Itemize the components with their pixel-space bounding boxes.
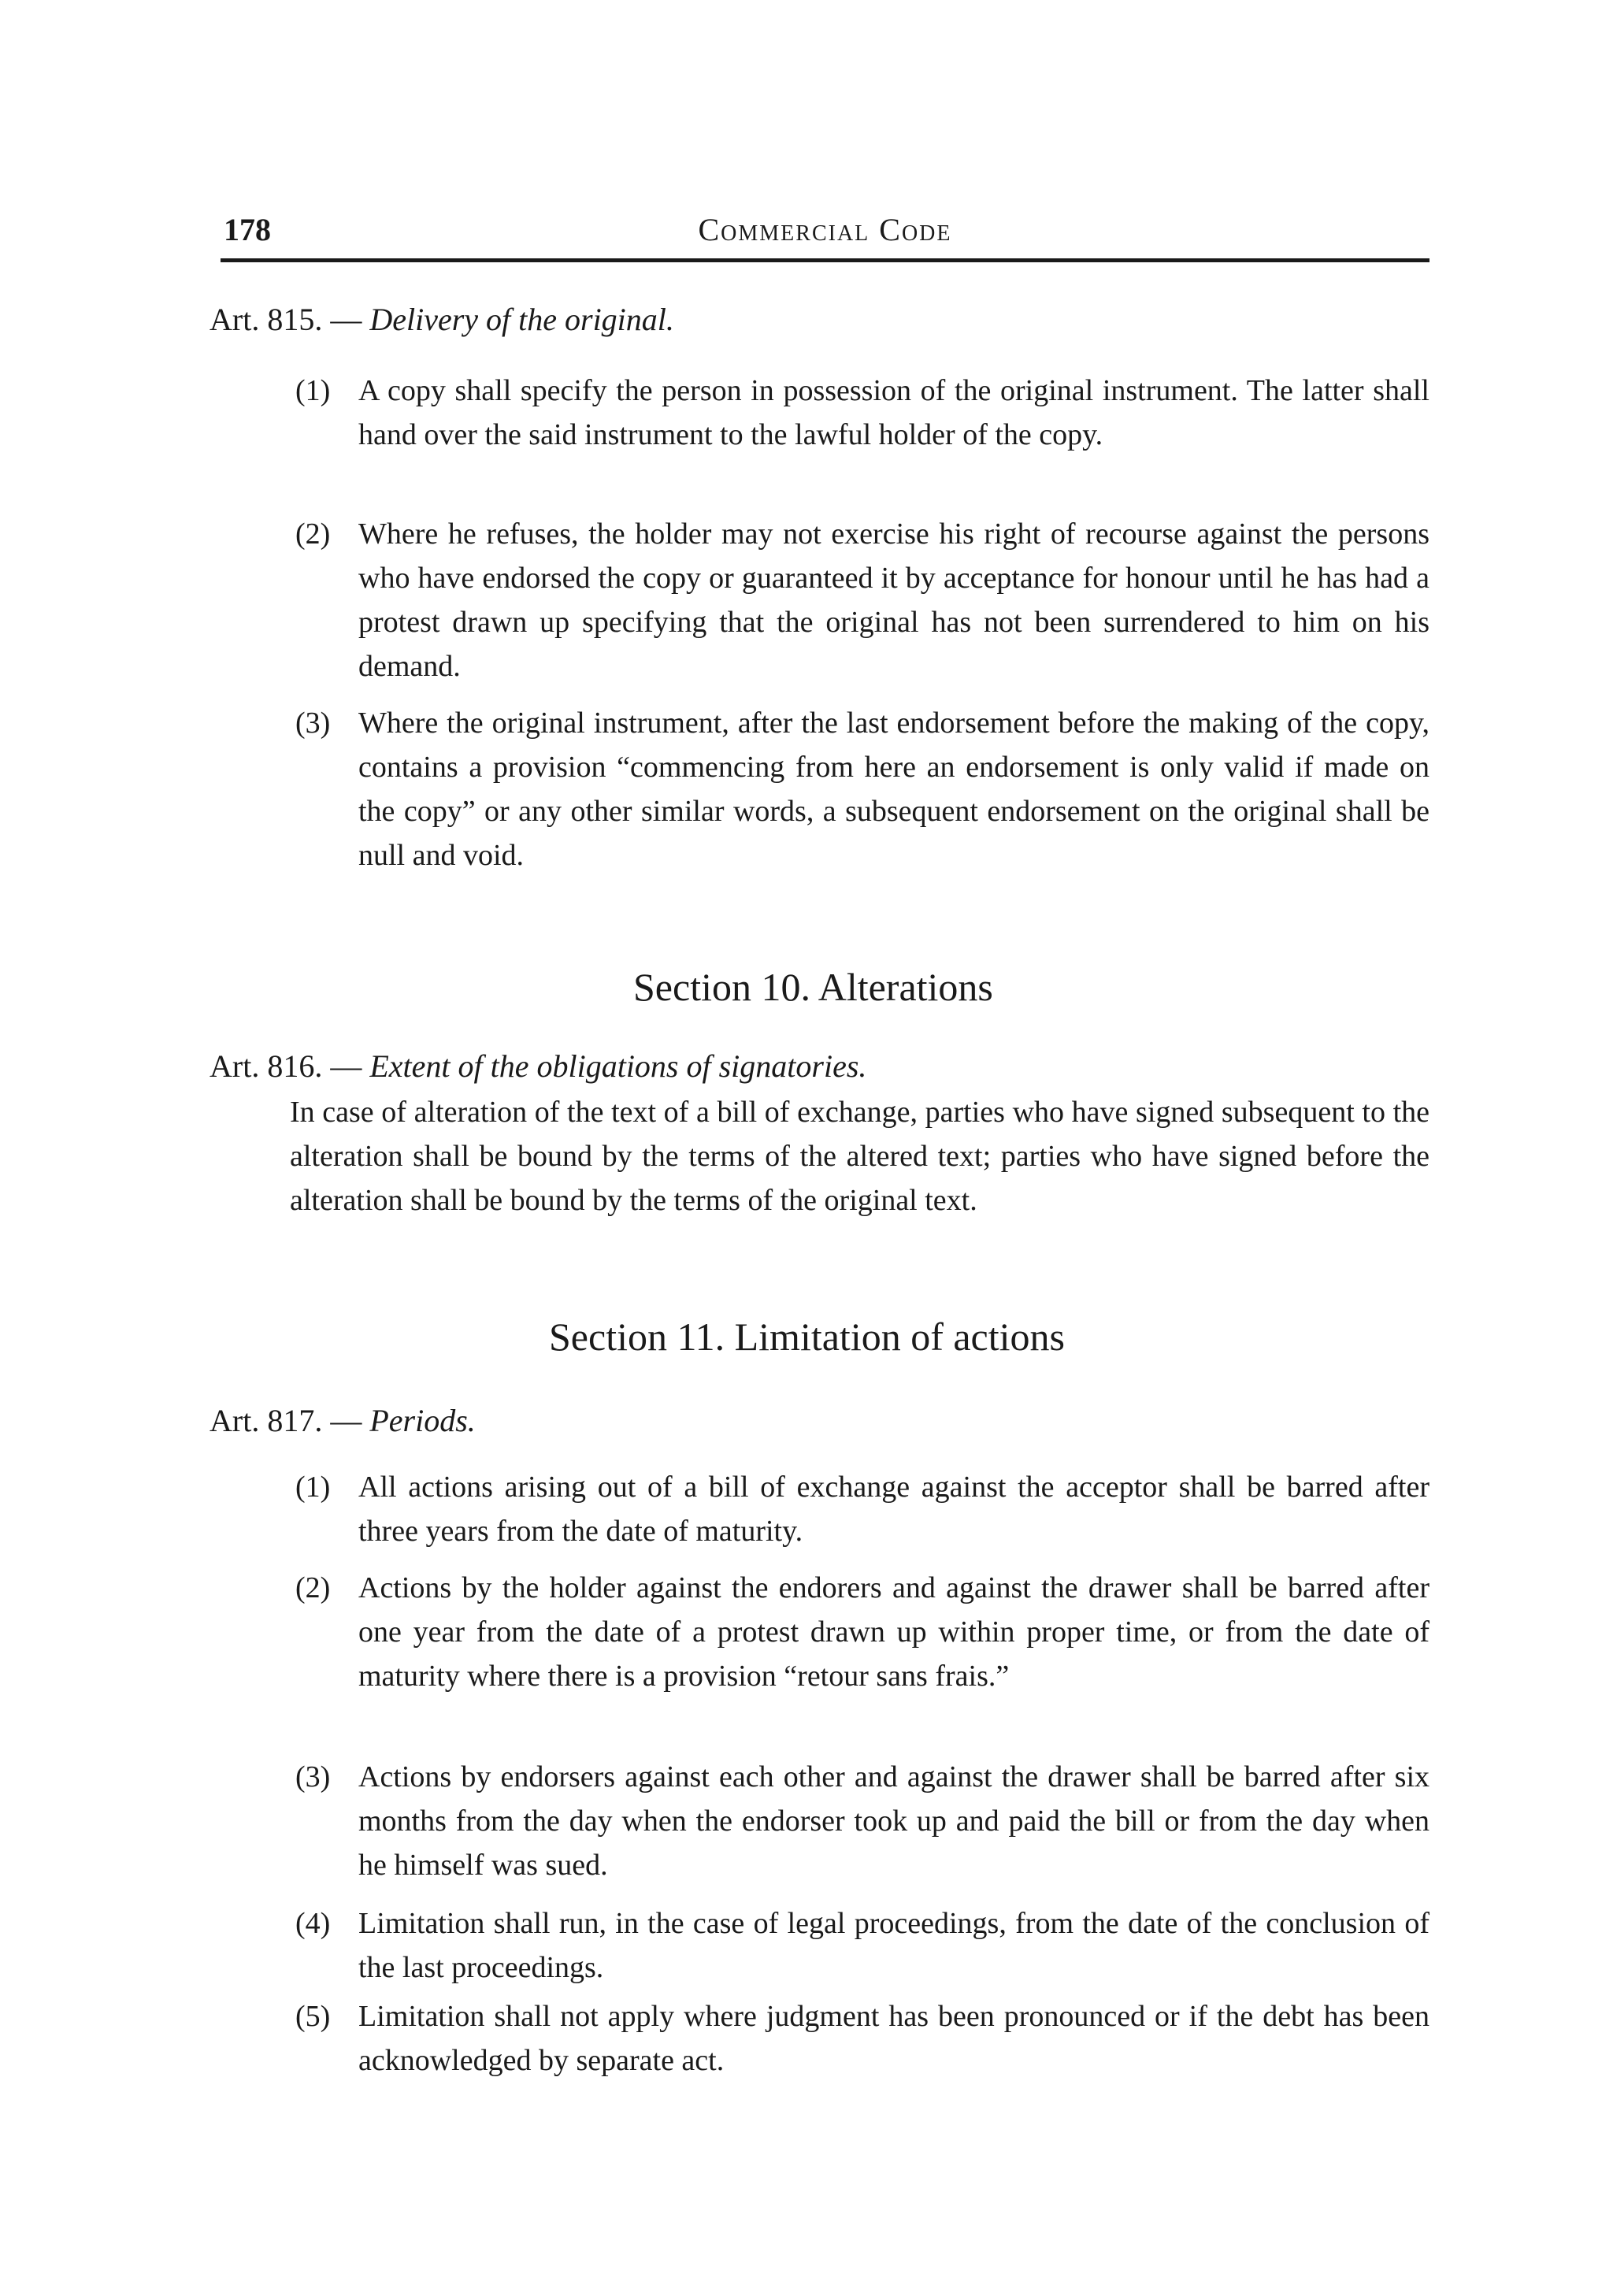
section-11-title: Section 11. Limitation of actions (549, 1315, 1065, 1359)
paragraph-number: (1) (295, 1471, 331, 1504)
article-label: Art. 817. — (210, 1403, 362, 1438)
article-817-paragraph-4 (295, 1901, 1429, 1990)
section-10-title: Section 10. Alterations (633, 965, 993, 1009)
article-816-heading (210, 1044, 866, 1089)
article-caption: Extent of the obligations of signatories. (369, 1048, 867, 1084)
article-caption: Periods. (369, 1403, 476, 1438)
paragraph-text: Limitation shall run, in the case of legal proceedings, from the date of the conclusion of the last proceedings. (358, 1907, 1429, 1984)
article-815-paragraph-2 (295, 512, 1429, 688)
paragraph-number: (3) (295, 1760, 331, 1793)
paragraph-text: All actions arising out of a bill of exchange against the acceptor shall be barred after three years from the date of maturity. (358, 1471, 1429, 1548)
paragraph-number: (4) (295, 1907, 331, 1940)
paragraph-number: (5) (295, 2000, 331, 2033)
article-815-paragraph-3 (295, 701, 1429, 877)
article-817-paragraph-3 (295, 1755, 1429, 1887)
article-816-body: In case of alteration of the text of a bill of exchange, parties who have signed subsequent to the alteration shall be bound by the terms of the altered text; parties who have signed before the alteration shall be bound by the terms of the original text. (290, 1096, 1429, 1217)
paragraph-text: Where he refuses, the holder may not exercise his right of recourse against the persons who have endorsed the copy or guaranteed it by acceptance for honour until he has had a protest drawn up specifying that the original has not been surrendered to him on his demand. (358, 517, 1429, 683)
page-header (221, 206, 1429, 254)
paragraph-text: Actions by endorsers against each other and against the drawer shall be barred after six months from the day when the endorser took up and paid the bill or from the day when he himself was sued. (358, 1760, 1429, 1882)
article-label: Art. 815. — (210, 302, 362, 337)
paragraph-number: (3) (295, 707, 331, 740)
paragraph-number: (2) (295, 517, 331, 551)
article-817-heading (210, 1399, 476, 1443)
paragraph-number: (1) (295, 374, 331, 407)
running-title: Commercial Code (698, 212, 952, 247)
article-817-paragraph-2 (295, 1566, 1429, 1698)
page-number: 178 (224, 212, 271, 247)
article-817-paragraph-1 (295, 1465, 1429, 1553)
article-815-heading (210, 298, 674, 342)
article-815-paragraph-1 (295, 369, 1429, 457)
header-rule (221, 258, 1429, 262)
article-caption: Delivery of the original. (369, 302, 674, 337)
paragraph-text: A copy shall specify the person in possession of the original instrument. The latter shall hand over the said instrument to the lawful holder of the copy. (358, 374, 1429, 451)
paragraph-number: (2) (295, 1571, 331, 1604)
paragraph-text: Limitation shall not apply where judgment has been pronounced or if the debt has been acknowledged by separate act. (358, 2000, 1429, 2077)
article-817-paragraph-5 (295, 1994, 1429, 2083)
paragraph-text: Actions by the holder against the endorers and against the drawer shall be barred after one year from the date of a protest drawn up within proper time, or from the date of maturity where there is a provision “retour sans frais.” (358, 1571, 1429, 1693)
paragraph-text: Where the original instrument, after the last endorsement before the making of the copy, contains a provision “commencing from here an endorsement is only valid if made on the copy” or any other similar words, a subsequent endorsement on the original shall be null and void. (358, 707, 1429, 872)
article-label: Art. 816. — (210, 1048, 362, 1084)
